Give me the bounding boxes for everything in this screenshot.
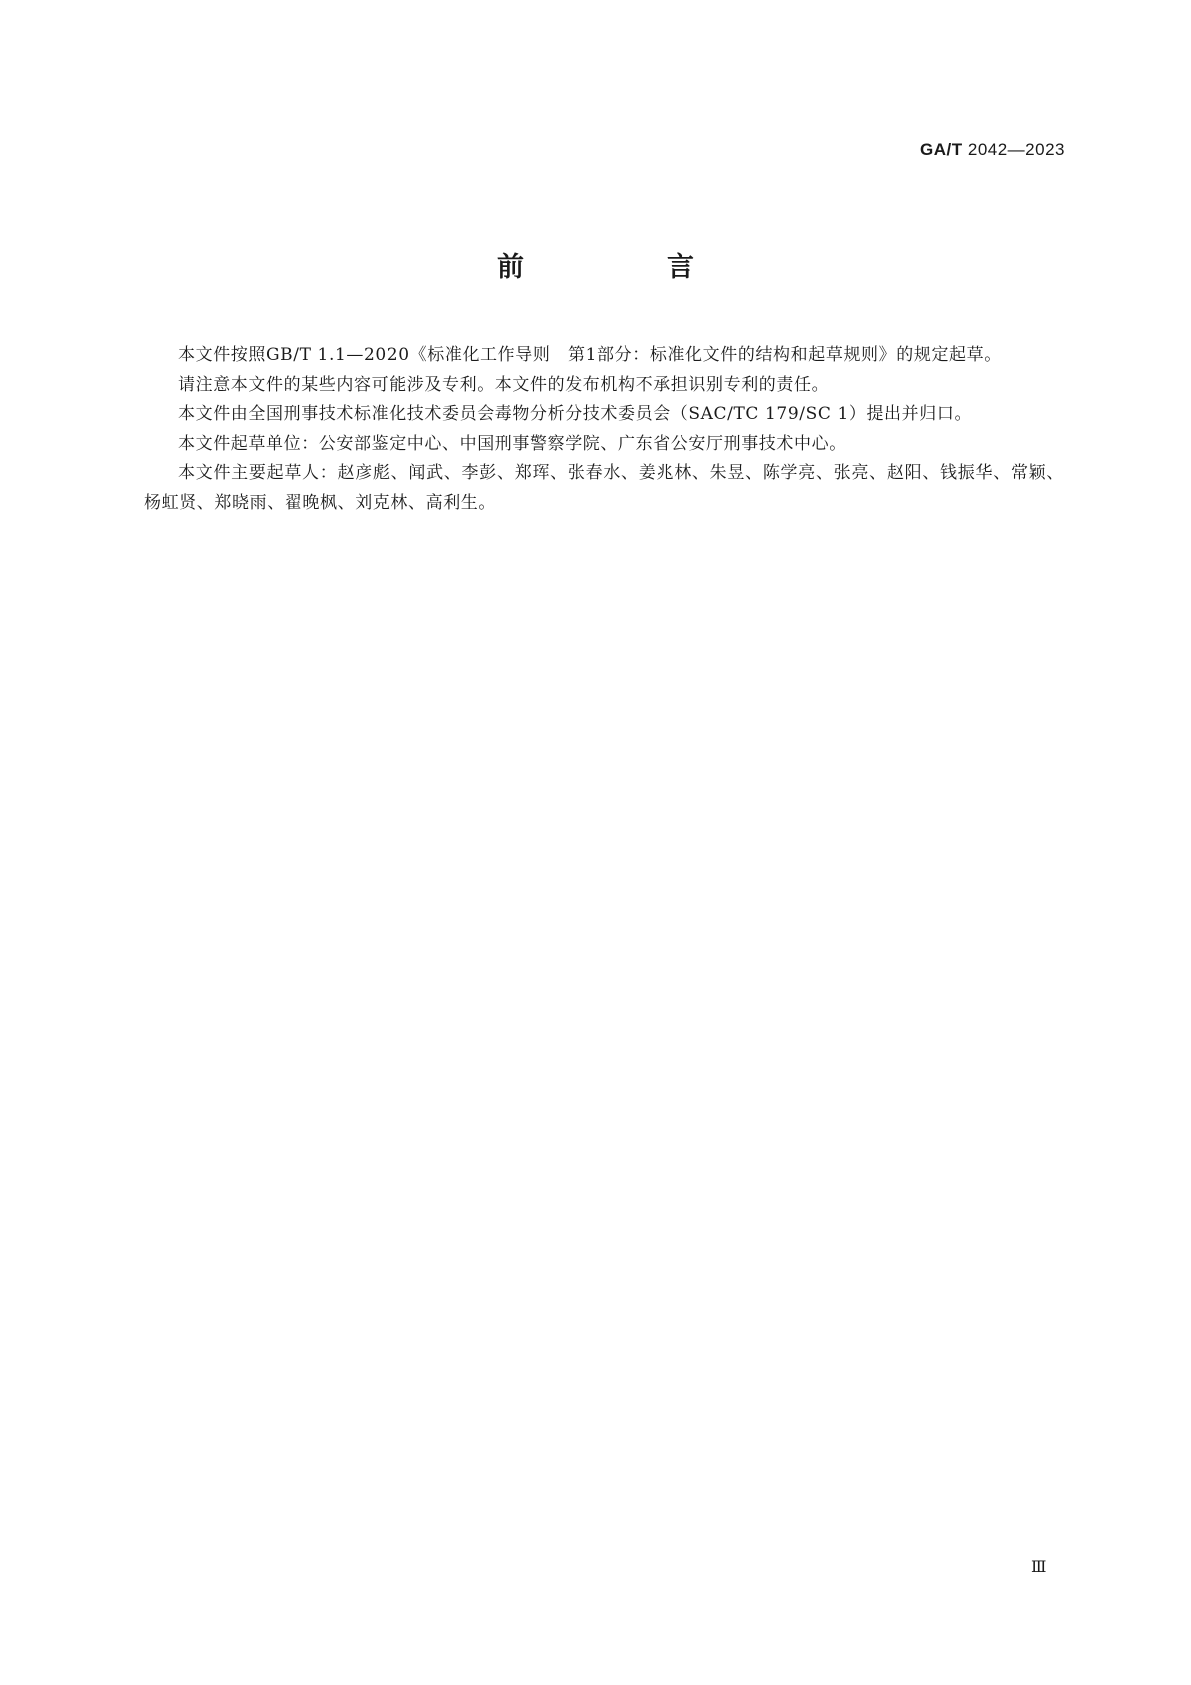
page-title: 前 言 <box>497 252 752 283</box>
foreword-body <box>144 341 1064 518</box>
standard-code-prefix: GA/T <box>920 140 963 159</box>
paragraph-drafters: 本文件主要起草人：赵彦彪、闻武、李彭、郑珲、张春水、姜兆林、朱昱、陈学亮、张亮、赵阳、钱振华、常颖、杨虹贤、郑晓雨、翟晚枫、刘克林、高利生。 <box>144 463 1064 513</box>
paragraph-proposer: 本文件由全国刑事技术标准化技术委员会毒物分析分技术委员会（SAC/TC 179/SC 1）提出并归口。 <box>178 404 973 424</box>
paragraph-drafting-units: 本文件起草单位：公安部鉴定中心、中国刑事警察学院、广东省公安厅刑事技术中心。 <box>178 433 847 454</box>
standard-code-number: 2042—2023 <box>967 140 1065 159</box>
page-number: Ⅲ <box>1031 1557 1047 1576</box>
paragraph-drafting-rules: 本文件按照GB/T 1.1—2020《标准化工作导则 第1部分：标准化文件的结构和起草规则》的规定起草。 <box>178 345 1002 365</box>
paragraph-patent-notice: 请注意本文件的某些内容可能涉及专利。本文件的发布机构不承担识别专利的责任。 <box>178 374 830 395</box>
standard-code <box>920 140 1065 160</box>
